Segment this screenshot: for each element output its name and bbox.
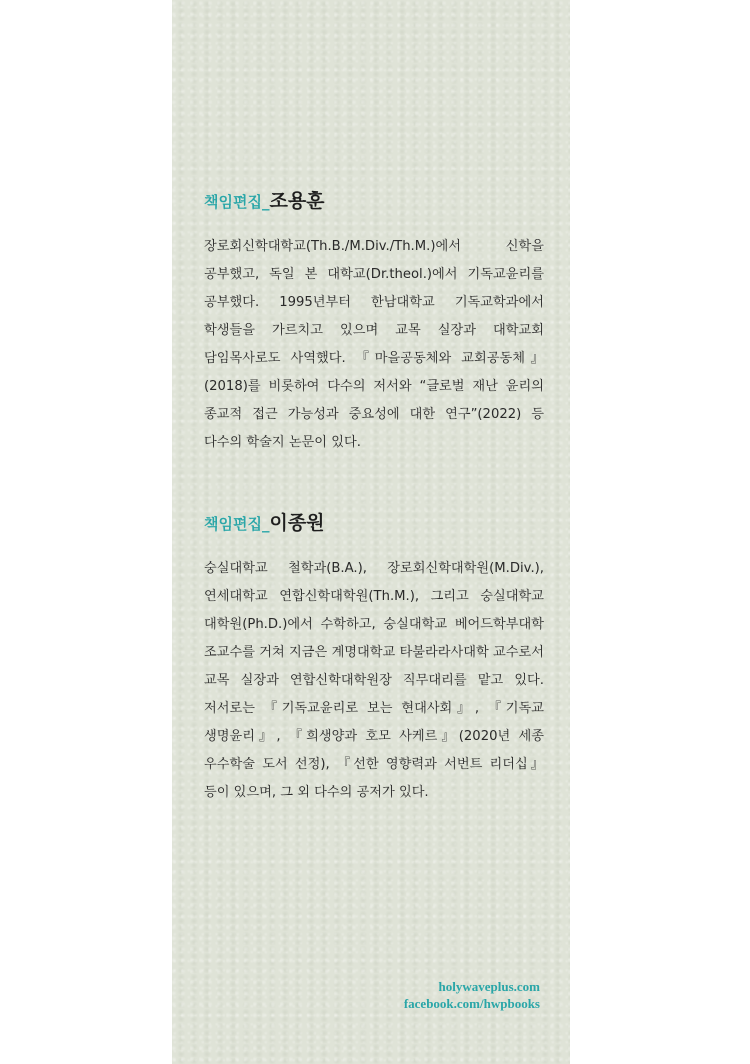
publisher-footer [404,978,540,1012]
editor-bio-2: 숭실대학교 철학과(B.A.), 장로회신학대학원(M.Div.), 연세대학교 연합신학대학원(Th.M.), 그리고 숭실대학교 대학원(Ph.D.)에서 수학하고, 숭실대학교 베어드학부대학 조교수를 거쳐 지금은 계명대학교 타불라라사대학 교수로서 교목 실장과 연합신학대학원장 직무대리를 맡고 있다. 저서로는 『기독교윤리로 보는 현대사회』, 『기독교 생명윤리』, 『희생양과 호모 사케르』(2020년 세종 우수학술 도서 선정), 『선한 영향력과 서번트 리더십』 등이 있으며, 그 외 다수의 공저가 있다. [204,561,544,800]
editor-heading-1 [204,186,544,220]
editor-role-label: 책임편집_ [204,515,270,533]
editor-section-1 [204,186,544,457]
book-flap [172,0,570,1064]
website-link[interactable]: holywaveplus.com [438,979,540,994]
editor-role-label: 책임편집_ [204,193,270,211]
editor-section-2 [204,508,544,807]
editor-name: 이종원 [269,512,325,534]
editor-bio-1: 장로회신학대학교(Th.B./M.Div./Th.M.)에서 신학을 공부했고, 독일 본 대학교(Dr.theol.)에서 기독교윤리를 공부했다. 1995년부터 한남대학교 기독교학과에서 학생들을 가르치고 있으며 교목 실장과 대학교회 담임목사로도 사역했다. 『마을공동체와 교회공동체』(2018)를 비롯하여 다수의 저서와 “글로벌 재난 윤리의 종교적 접근 가능성과 중요성에 대한 연구”(2022) 등 다수의 학술지 논문이 있다. [204,239,544,450]
facebook-link[interactable]: facebook.com/hwpbooks [403,996,540,1011]
editor-name: 조용훈 [269,190,325,212]
editor-heading-2 [204,508,544,542]
